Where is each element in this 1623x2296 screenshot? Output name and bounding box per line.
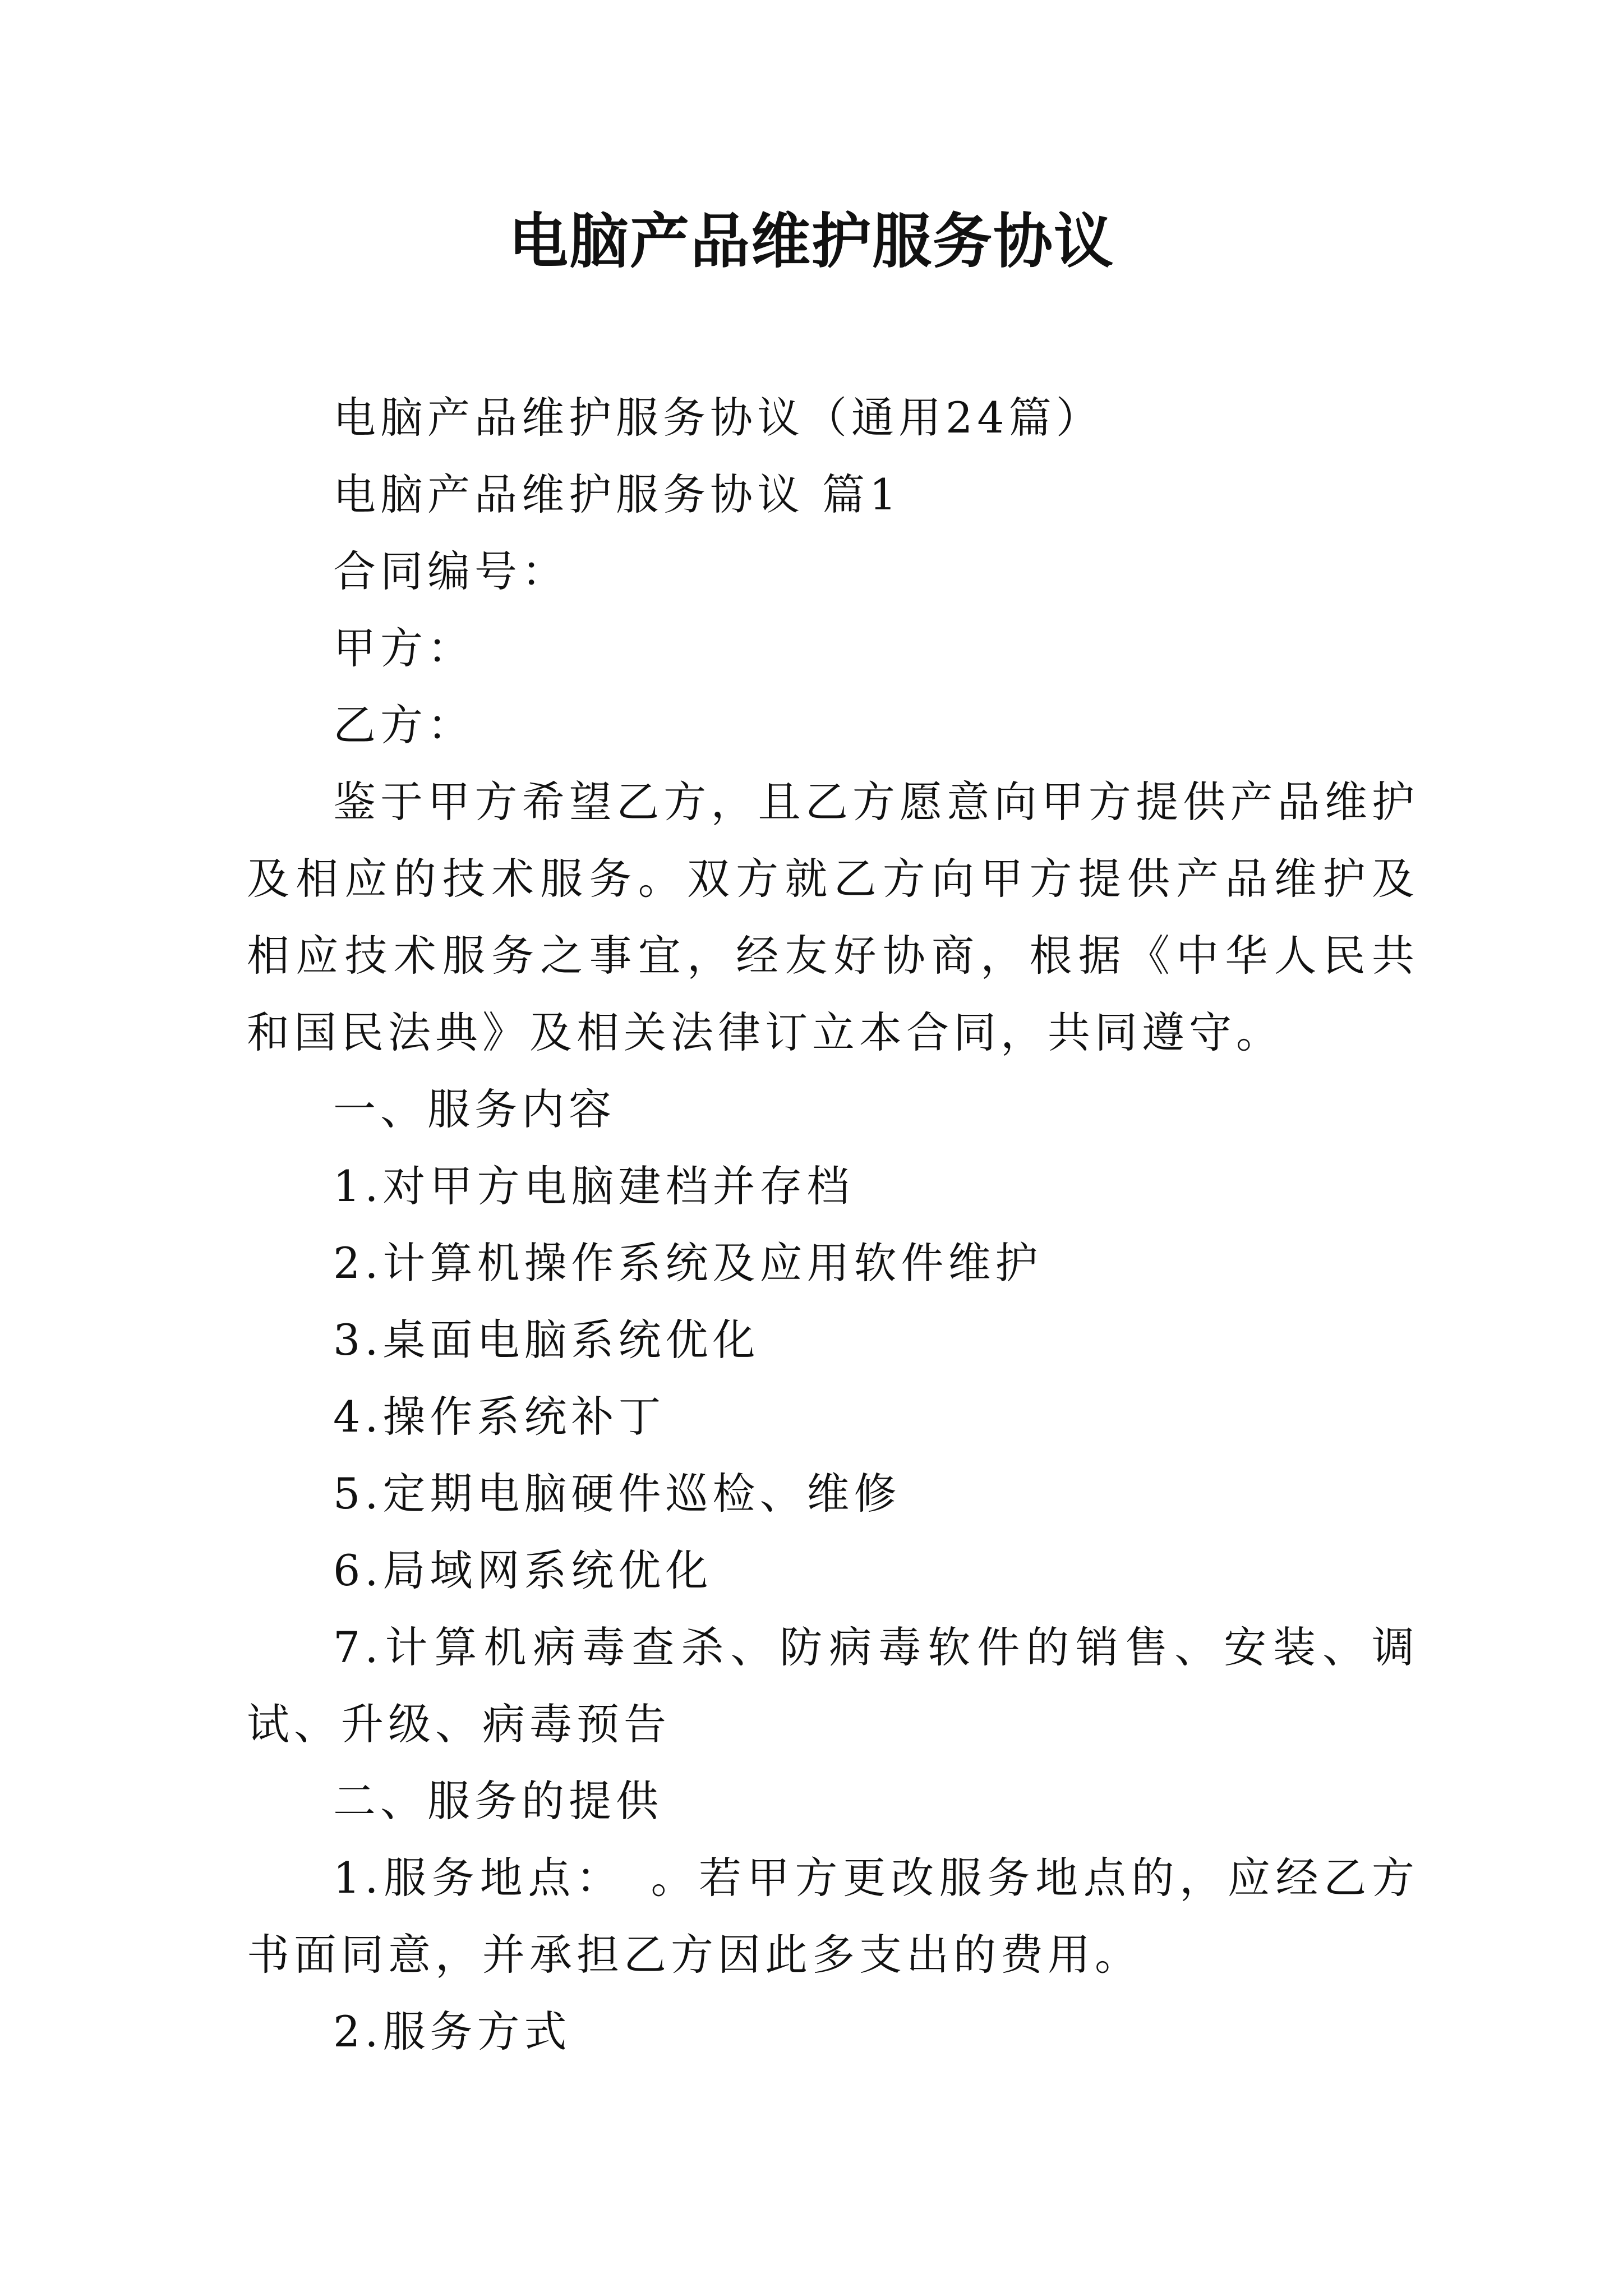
list-item: 4.操作系统补丁: [333, 1392, 666, 1442]
list-item: 5.定期电脑硬件巡检、维修: [333, 1469, 901, 1519]
list-item: 6.局域网系统优化: [333, 1545, 713, 1595]
list-item: 7.计算机病毒查杀、防病毒软件的销售、安装、调试、升级、病毒预告: [247, 1622, 1419, 1749]
document-title: 电脑产品维护服务协议: [509, 206, 1114, 276]
party-a-line: 甲方：: [333, 623, 474, 673]
preamble-paragraph: 鉴于甲方希望乙方，且乙方愿意向甲方提供产品维护及相应的技术服务。双方就乙方向甲方提供产品维护及相应技术服务之事宜，经友好协商，根据《中华人民共和国民法典》及相关法律订立本合同，共同遵守。: [247, 777, 1419, 1057]
party-b-line: 乙方：: [333, 700, 474, 750]
list-item: 2.计算机操作系统及应用软件维护: [333, 1238, 1043, 1288]
section-heading-service-provision: 二、服务的提供: [333, 1776, 663, 1826]
list-item: 3.桌面电脑系统优化: [333, 1315, 760, 1365]
subtitle-article: 电脑产品维护服务协议 篇1: [333, 470, 901, 519]
subtitle-collection: 电脑产品维护服务协议（通用24篇）: [333, 393, 1103, 443]
document-body: [247, 379, 1419, 2070]
list-item: 2.服务方式: [333, 2007, 571, 2056]
contract-number-line: 合同编号：: [333, 546, 569, 596]
list-item: 1.对甲方电脑建档并存档: [333, 1161, 854, 1211]
list-item: 1.服务地点： 。若甲方更改服务地点的，应经乙方书面同意，并承担乙方因此多支出的费用。: [247, 1853, 1419, 1980]
section-heading-service-content: 一、服务内容: [333, 1084, 616, 1134]
